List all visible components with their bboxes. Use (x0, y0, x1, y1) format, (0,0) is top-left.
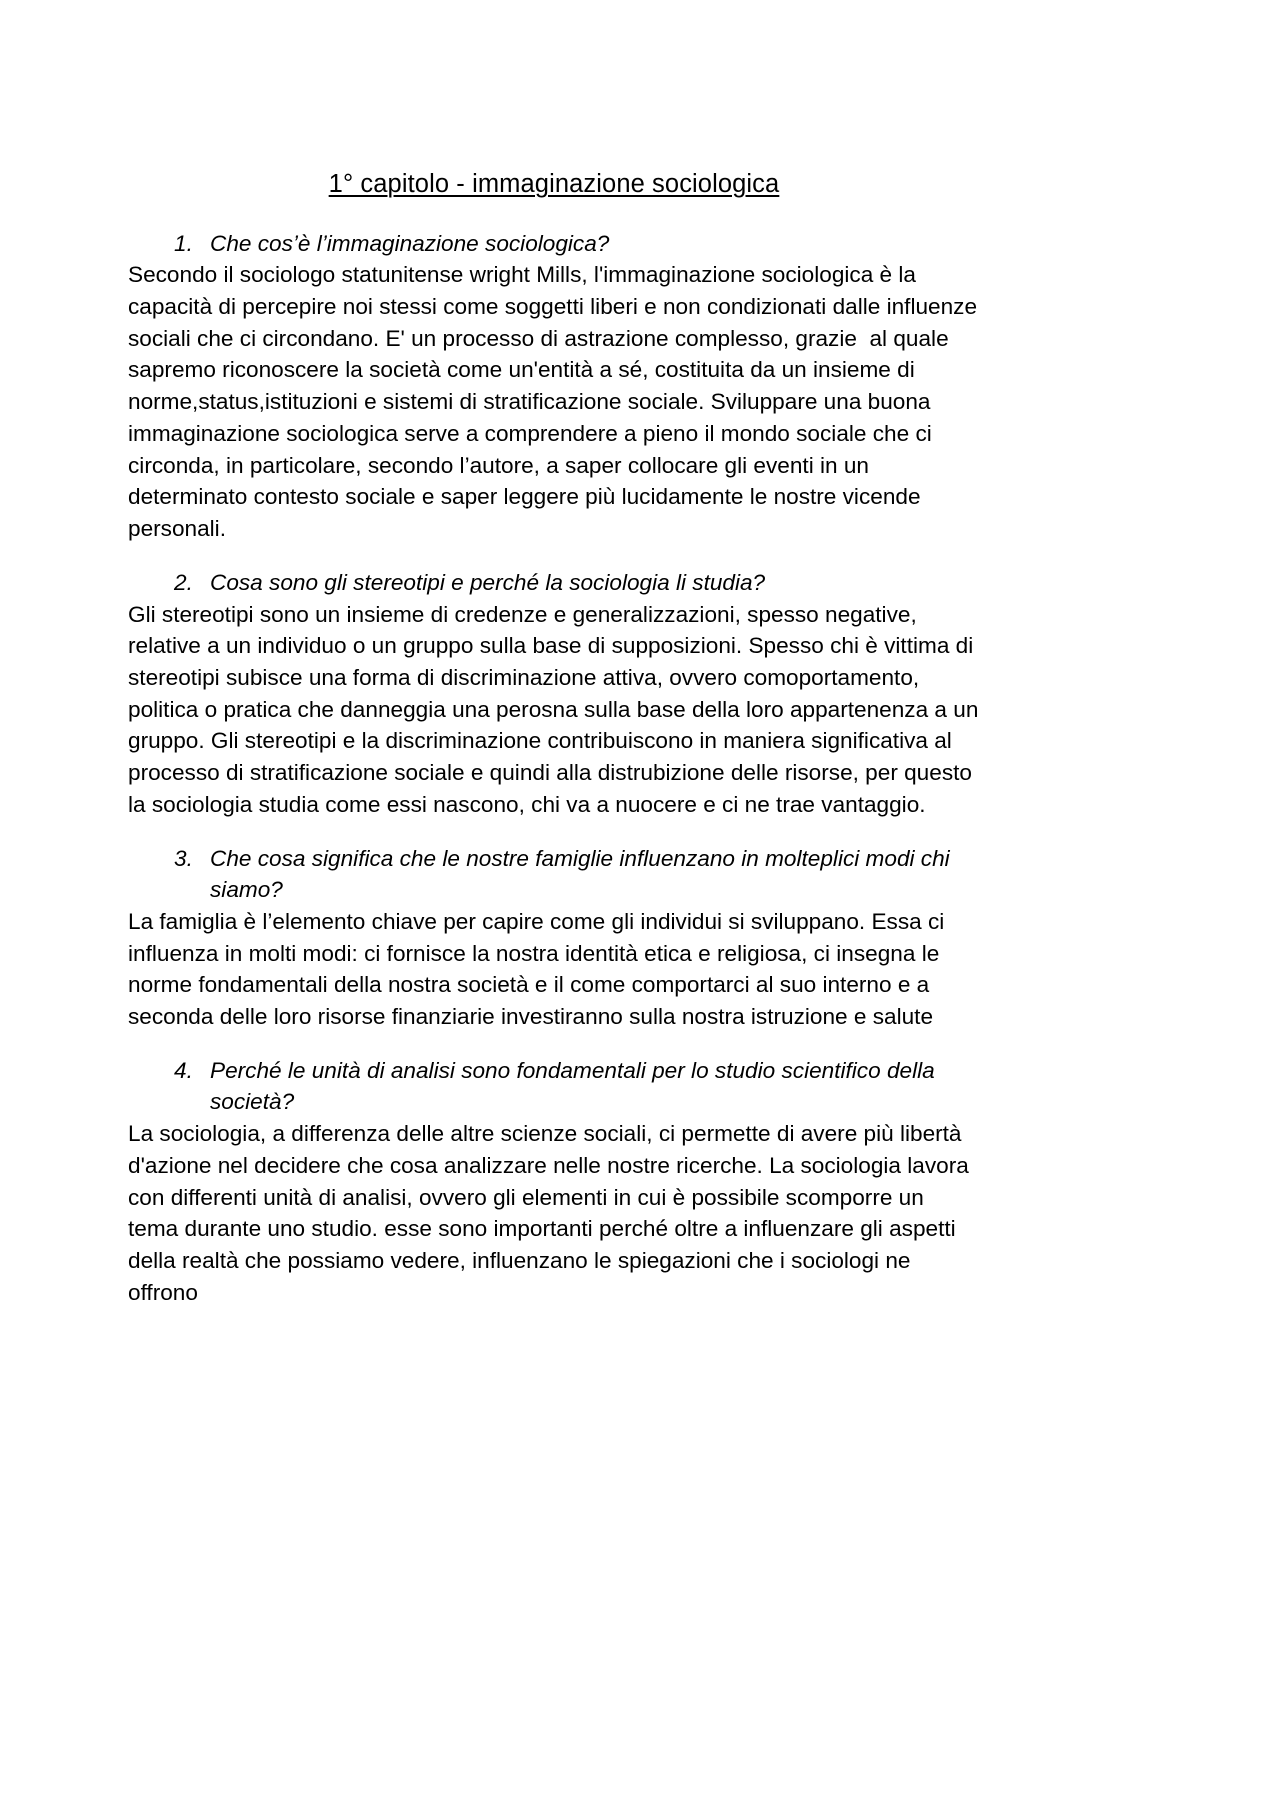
page-title (128, 0, 980, 202)
question-heading-1 (128, 228, 980, 260)
page-title-text: 1° capitolo - immaginazione sociologica (328, 170, 780, 198)
question-text-4: Perché le unità di analisi sono fondamentali per lo studio scientifico della società? (210, 1057, 935, 1115)
question-heading-2 (128, 567, 980, 599)
qa-block-4 (128, 1055, 980, 1309)
qa-block-3 (128, 843, 980, 1033)
answer-paragraph-3: La famiglia è l’elemento chiave per capire come gli individui si sviluppano. Essa ci influenza in molti modi: ci fornisce la nostra identità etica e religiosa, ci insegna le norme fondamentali della nostra società e il come comportarci al suo interno e a seconda delle loro risorse finanziarie investiranno sulla nostra istruzione e salute (128, 908, 951, 1030)
question-number-3: 3. (174, 845, 193, 871)
qa-block-2 (128, 567, 985, 821)
qa-block-1 (128, 228, 984, 545)
question-heading-4 (128, 1055, 980, 1118)
answer-paragraph-2: Gli stereotipi sono un insieme di credenze e generalizzazioni, spesso negative, relative a un individuo o un gruppo sulla base di supposizioni. Spesso chi è vittima di stereotipi subisce una forma di discriminazione attiva, ovvero comoportamento, politica o pratica che danneggia una perosna sulla base della loro appartenenza a un gruppo. Gli stereotipi e la discriminazione contribuiscono in maniera significativa al processo di stratificazione sociale e quindi alla distrubizione delle risorse, per questo la sociologia studia come essi nascono, chi va a nuocere e ci ne trae vantaggio. (128, 601, 985, 817)
question-text-2: Cosa sono gli stereotipi e perché la sociologia li studia? (210, 569, 766, 595)
question-number-1: 1. (174, 230, 193, 256)
question-text-3: Che cosa significa che le nostre famiglie influenzano in molteplici modi chi siamo? (210, 845, 950, 903)
answer-paragraph-1: Secondo il sociologo statunitense wright Mills, l'immaginazione sociologica è la capacità di percepire noi stessi come soggetti liberi e non condizionati dalle influenze sociali che ci circondano. E' un processo di astrazione complesso, grazie al quale sapremo riconoscere la società come un'entità a sé, costituita da un insieme di norme,status,istituzioni e sistemi di stratificazione sociale. Sviluppare una buona immaginazione sociologica serve a comprendere a pieno il mondo sociale che ci circonda, in particolare, secondo l’autore, a saper collocare gli eventi in un determinato contesto sociale e saper leggere più lucidamente le nostre vicende personali. (128, 262, 984, 542)
document-body (128, 0, 985, 1309)
question-number-4: 4. (174, 1057, 193, 1083)
question-text-1: Che cos’è l’immaginazione sociologica? (210, 230, 610, 256)
question-heading-3 (128, 843, 980, 906)
answer-paragraph-4: La sociologia, a differenza delle altre scienze sociali, ci permette di avere più libertà d'azione nel decidere che cosa analizzare nelle nostre ricerche. La sociologia lavora con differenti unità di analisi, ovvero gli elementi in cui è possibile scomporre un tema durante uno studio. esse sono importanti perché oltre a influenzare gli aspetti della realtà che possiamo vedere, influenzano le spiegazioni che i sociologi ne offrono (128, 1121, 976, 1305)
question-number-2: 2. (174, 569, 193, 595)
